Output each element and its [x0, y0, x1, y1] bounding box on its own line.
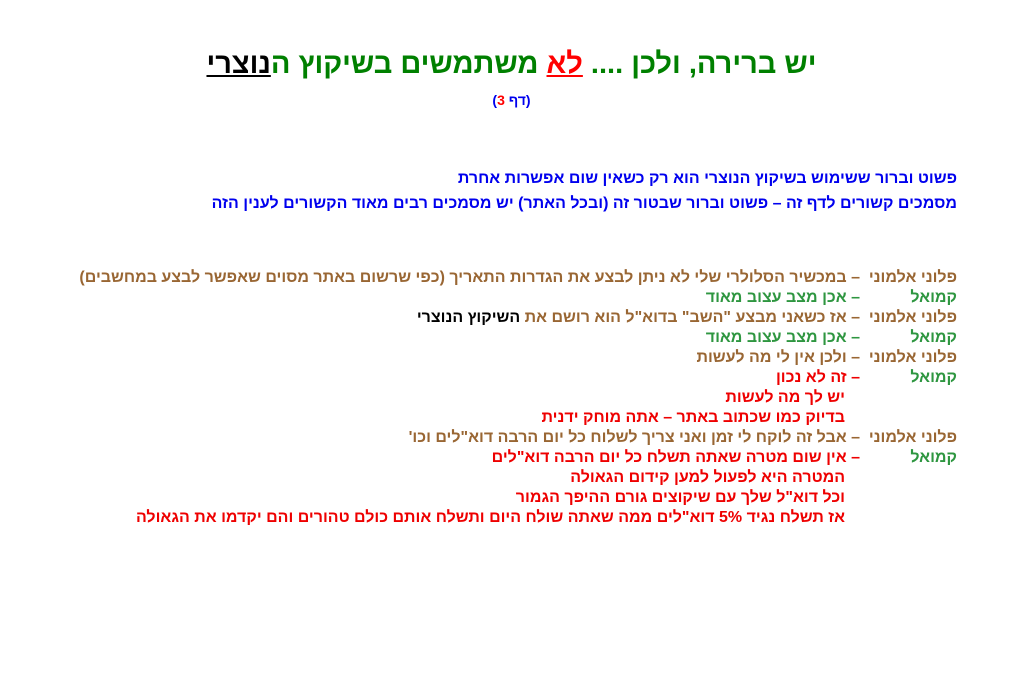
speaker-name: פלוני אלמוני [868, 309, 957, 326]
speaker-name: קמואל [910, 369, 957, 386]
dialogue-segment: – אכן מצב עצוב מאוד [705, 329, 860, 346]
dialogue-segment: המטרה היא לפעול למען קידום הגאולה [570, 469, 845, 486]
dialogue-segment-emphasis: השיקוץ הנוצרי [416, 309, 521, 326]
title-green-part2: משתמשים בשיקוץ ה [270, 48, 547, 80]
dialogue-text [20, 448, 860, 468]
intro-paragraph [40, 166, 957, 216]
dialogue-line [20, 388, 957, 408]
dialogue-segment: וכל דוא"ל שלך עם שיקוצים גורם ההיפך הגמור [515, 489, 845, 506]
speaker-name [860, 468, 957, 488]
dialogue-line [20, 288, 957, 308]
dialogue-text [20, 428, 860, 448]
speaker-name: קמואל [910, 449, 957, 466]
dialogue-segment: – במכשיר הסלולרי שלי לא ניתן לבצע את הגדרות התאריך (כפי שרשום באתר מסוים שאפשר לבצע במחשבים) [79, 269, 860, 286]
dialogue-text [20, 468, 860, 488]
speaker-name: קמואל [910, 289, 957, 306]
dialogue-segment: – אכן מצב עצוב מאוד [705, 289, 860, 306]
title-green-part1: יש ברירה, ולכן .... [582, 48, 817, 80]
page-number-value: 3 [497, 92, 505, 108]
page-number [0, 91, 1023, 109]
dialogue-segment: יש לך מה לעשות [725, 389, 845, 406]
speaker-name: פלוני אלמוני [868, 429, 957, 446]
page-number-prefix: (דף [504, 92, 531, 108]
dialogue-text [20, 408, 860, 428]
intro-line-1: פשוט וברור ששימוש בשיקוץ הנוצרי הוא רק כשאין שום אפשרות אחרת [457, 170, 957, 187]
dialogue-line [20, 328, 957, 348]
dialogue-text [20, 368, 860, 388]
title-black-underlined-word: נוצרי [206, 48, 271, 80]
dialogue-segment: אז תשלח נגיד 5% דוא"לים ממה שאתה שולח היום ותשלח אותם כולם טהורים והם יקדמו את הגאולה [135, 509, 845, 526]
dialogue-text [20, 488, 860, 508]
page-title [0, 44, 1023, 84]
dialogue-line [20, 448, 957, 468]
speaker-name [860, 508, 957, 528]
dialogue-text [20, 288, 860, 308]
speaker-name: קמואל [910, 329, 957, 346]
dialogue [20, 268, 957, 528]
dialogue-text [20, 268, 860, 288]
dialogue-text [20, 388, 860, 408]
dialogue-line [20, 468, 957, 488]
dialogue-line [20, 428, 957, 448]
speaker-name [860, 408, 957, 428]
speaker-name: פלוני אלמוני [868, 349, 957, 366]
dialogue-line [20, 508, 957, 528]
dialogue-segment: בדיוק כמו שכתוב באתר – אתה מוחק ידנית [541, 409, 845, 426]
dialogue-line [20, 308, 957, 328]
dialogue-line [20, 268, 957, 288]
dialogue-text [20, 348, 860, 368]
intro-line-2: מסמכים קשורים לדף זה – פשוט וברור שבטור זה (ובכל האתר) יש מסמכים רבים מאוד הקשורים לענין הזה [211, 195, 957, 212]
dialogue-segment: – ולכן אין לי מה לעשות [696, 349, 860, 366]
dialogue-line [20, 408, 957, 428]
speaker-name [860, 388, 957, 408]
dialogue-text [20, 508, 860, 528]
speaker-name: פלוני אלמוני [868, 269, 957, 286]
dialogue-segment: – זה לא נכון [775, 369, 860, 386]
dialogue-text [20, 308, 860, 328]
title-red-underlined-word: לא [546, 48, 583, 80]
dialogue-segment: – אבל זה לוקח לי זמן ואני צריך לשלוח כל יום הרבה דוא"לים וכו' [408, 429, 860, 446]
page-number-suffix: ) [492, 92, 498, 108]
dialogue-text [20, 328, 860, 348]
dialogue-line [20, 348, 957, 368]
dialogue-segment: – אז כשאני מבצע "השב" בדוא"ל הוא רושם את [520, 309, 860, 326]
dialogue-line [20, 488, 957, 508]
dialogue-segment: – אין שום מטרה שאתה תשלח כל יום הרבה דוא"לים [491, 449, 860, 466]
speaker-name [860, 488, 957, 508]
dialogue-line [20, 368, 957, 388]
